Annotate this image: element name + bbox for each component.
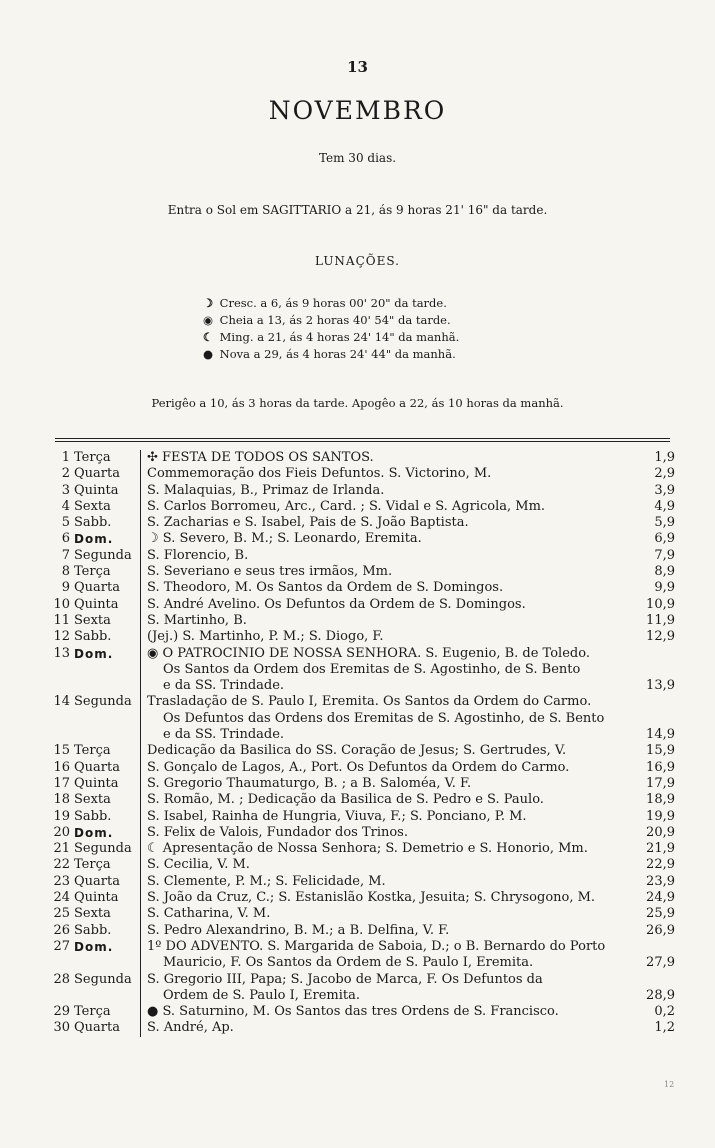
day-number: 17 xyxy=(53,775,70,791)
moon-phase-text: Ming. a 21, ás 4 horas 24' 14" da manhã. xyxy=(219,330,460,344)
calendar-row xyxy=(50,939,675,972)
moon-age-value: 10,9 xyxy=(646,596,675,612)
saints-line: S. Martinho, B. xyxy=(147,612,247,628)
moon-age-value: 22,9 xyxy=(646,857,675,873)
calendar-row xyxy=(50,972,675,1005)
moon-age-value: 4,9 xyxy=(654,498,675,514)
saints-text xyxy=(141,776,633,792)
calendar-row xyxy=(50,809,675,825)
weekday: Terça xyxy=(70,857,141,873)
weekday: Quarta xyxy=(70,760,141,776)
day-number: 15 xyxy=(53,743,70,759)
calendar-row xyxy=(50,825,675,841)
saints-line: S. Carlos Borromeu, Arc., Card. ; S. Vidal e S. Agricola, Mm. xyxy=(147,498,546,514)
moon-age-value: 9,9 xyxy=(654,580,675,596)
calendar-row xyxy=(50,874,675,890)
saints-text xyxy=(141,972,633,1005)
calendar-row xyxy=(50,646,675,695)
saints-text xyxy=(141,597,633,613)
day-number: 6 xyxy=(61,531,70,547)
saints-text xyxy=(141,515,633,531)
calendar-row xyxy=(50,580,675,596)
calendar-row xyxy=(50,564,675,580)
saints-line: S. Clemente, P. M.; S. Felicidade, M. xyxy=(147,873,386,889)
calendar-row xyxy=(50,499,675,515)
corner-mark: 12 xyxy=(664,1080,675,1089)
new-moon-icon: ● xyxy=(202,347,214,361)
day-number: 5 xyxy=(61,515,70,531)
moon-age-value: 26,9 xyxy=(646,922,675,938)
day-number: 10 xyxy=(53,596,70,612)
saints-text xyxy=(141,809,633,825)
moon-age-value: 1,2 xyxy=(654,1020,675,1036)
moon-age-value: 11,9 xyxy=(646,612,675,628)
saints-text xyxy=(141,857,633,873)
moon-age-value: 3,9 xyxy=(654,482,675,498)
moon-age-value: 0,2 xyxy=(654,1004,675,1020)
weekday: Segunda xyxy=(70,972,141,1005)
calendar-row xyxy=(50,694,675,743)
saints-line: ☽ S. Severo, B. M.; S. Leonardo, Eremita. xyxy=(147,531,422,547)
saints-text xyxy=(141,906,633,922)
weekday: Dom. xyxy=(70,939,141,972)
weekday: Segunda xyxy=(70,548,141,564)
day-number: 22 xyxy=(53,857,70,873)
calendar-row xyxy=(50,515,675,531)
calendar-row xyxy=(50,597,675,613)
saints-line: S. Severiano e seus tres irmãos, Mm. xyxy=(147,564,393,580)
moon-age-value: 14,9 xyxy=(646,727,675,743)
day-number: 20 xyxy=(53,824,70,840)
saints-line: ◉ O PATROCINIO DE NOSSA SENHORA. S. Eugenio, B. de Toledo. xyxy=(147,645,590,661)
weekday: Dom. xyxy=(70,825,141,841)
saints-text xyxy=(141,1004,633,1020)
saints-line: Os Santos da Ordem dos Eremitas de S. Agostinho, de S. Bento xyxy=(163,661,581,677)
saints-text xyxy=(141,483,633,499)
day-number: 2 xyxy=(61,466,70,482)
weekday: Dom. xyxy=(70,646,141,695)
saints-text xyxy=(141,466,633,482)
calendar-row xyxy=(50,841,675,857)
calendar-row xyxy=(50,613,675,629)
double-rule-divider xyxy=(55,438,670,439)
weekday: Sexta xyxy=(70,613,141,629)
moon-age-value: 8,9 xyxy=(654,564,675,580)
saints-line: e da SS. Trindade. xyxy=(163,727,285,743)
calendar-table xyxy=(50,450,675,1037)
moon-phase-text: Cresc. a 6, ás 9 horas 00' 20" da tarde. xyxy=(219,296,447,310)
day-number: 18 xyxy=(53,792,70,808)
saints-line: S. Gregorio Thaumaturgo, B. ; a B. Saloméa, V. F. xyxy=(147,775,472,791)
saints-line: Dedicação da Basilica do SS. Coração de Jesus; S. Gertrudes, V. xyxy=(147,743,567,759)
first-quarter-moon-icon: ☽ xyxy=(202,296,214,310)
weekday: Quinta xyxy=(70,890,141,906)
full-moon-icon: ◉ xyxy=(202,313,214,327)
saints-line: Mauricio, F. Os Santos da Ordem de S. Paulo I, Eremita. xyxy=(163,955,534,971)
moon-phase-text: Cheia a 13, ás 2 horas 40' 54" da tarde. xyxy=(219,313,451,327)
saints-line: S. André, Ap. xyxy=(147,1020,234,1036)
moon-age-value: 20,9 xyxy=(646,824,675,840)
weekday: Quarta xyxy=(70,1020,141,1036)
saints-text xyxy=(141,629,633,645)
saints-text xyxy=(141,548,633,564)
weekday: Sabb. xyxy=(70,923,141,939)
saints-line: Commemoração dos Fieis Defuntos. S. Victorino, M. xyxy=(147,466,492,482)
saints-text xyxy=(141,646,633,695)
saints-text xyxy=(141,1020,633,1036)
moon-phase-row xyxy=(200,346,459,363)
calendar-row xyxy=(50,450,675,466)
saints-text xyxy=(141,841,633,857)
moon-phase-row xyxy=(200,312,459,329)
weekday: Sabb. xyxy=(70,515,141,531)
saints-line: S. André Avelino. Os Defuntos da Ordem de S. Domingos. xyxy=(147,596,526,612)
saints-text xyxy=(141,580,633,596)
calendar-row xyxy=(50,760,675,776)
saints-line: S. Malaquias, B., Primaz de Irlanda. xyxy=(147,482,385,498)
moon-age-value: 23,9 xyxy=(646,873,675,889)
calendar-row xyxy=(50,483,675,499)
day-number: 11 xyxy=(53,612,70,628)
moon-age-value: 2,9 xyxy=(654,466,675,482)
weekday: Terça xyxy=(70,743,141,759)
day-number: 28 xyxy=(53,971,70,987)
moon-age-value: 12,9 xyxy=(646,629,675,645)
day-number: 30 xyxy=(53,1020,70,1036)
moon-age-value: 13,9 xyxy=(646,678,675,694)
weekday: Sexta xyxy=(70,906,141,922)
moon-age-value: 17,9 xyxy=(646,775,675,791)
calendar-row xyxy=(50,776,675,792)
saints-text xyxy=(141,694,633,743)
sun-entry-text: Entra o Sol em SAGITTARIO a 21, ás 9 horas 21' 16" da tarde. xyxy=(167,203,548,217)
calendar-row xyxy=(50,743,675,759)
weekday: Sexta xyxy=(70,792,141,808)
saints-line: Trasladação de S. Paulo I, Eremita. Os Santos da Ordem do Carmo. xyxy=(147,694,592,710)
weekday: Terça xyxy=(70,450,141,466)
saints-line: S. Catharina, V. M. xyxy=(147,906,271,922)
moon-age-value: 7,9 xyxy=(654,547,675,563)
moon-age-value: 5,9 xyxy=(654,515,675,531)
day-number: 7 xyxy=(61,547,70,563)
moon-age-value: 18,9 xyxy=(646,792,675,808)
saints-line: S. Romão, M. ; Dedicação da Basilica de S. Pedro e S. Paulo. xyxy=(147,792,544,808)
saints-line: S. João da Cruz, C.; S. Estanislão Kostka, Jesuita; S. Chrysogono, M. xyxy=(147,890,596,906)
saints-text xyxy=(141,890,633,906)
moon-age-value: 28,9 xyxy=(646,987,675,1003)
day-number: 24 xyxy=(53,890,70,906)
moon-phase-text: Nova a 29, ás 4 horas 24' 44" da manhã. xyxy=(219,347,456,361)
day-number: 3 xyxy=(61,482,70,498)
day-number: 12 xyxy=(53,629,70,645)
saints-line: S. Cecilia, V. M. xyxy=(147,857,250,873)
moon-age-value: 15,9 xyxy=(646,743,675,759)
saints-line: S. Florencio, B. xyxy=(147,547,249,563)
double-rule-divider xyxy=(55,441,670,442)
day-number: 16 xyxy=(53,759,70,775)
last-quarter-moon-icon: ☾ xyxy=(202,330,214,344)
moon-age-value: 19,9 xyxy=(646,808,675,824)
weekday: Quarta xyxy=(70,874,141,890)
saints-line: S. Gregorio III, Papa; S. Jacobo de Marca, F. Os Defuntos da xyxy=(147,971,543,987)
saints-line: ✣ FESTA DE TODOS OS SANTOS. xyxy=(147,450,374,465)
saints-text xyxy=(141,874,633,890)
saints-text xyxy=(141,743,633,759)
calendar-row xyxy=(50,792,675,808)
saints-line: S. Isabel, Rainha de Hungria, Viuva, F.; S. Ponciano, P. M. xyxy=(147,808,527,824)
saints-line: Os Defuntos das Ordens dos Eremitas de S. Agostinho, de S. Bento xyxy=(163,710,605,726)
saints-text xyxy=(141,825,633,841)
weekday: Terça xyxy=(70,1004,141,1020)
saints-line: S. Pedro Alexandrino, B. M.; a B. Delfina, V. F. xyxy=(147,922,450,938)
calendar-row xyxy=(50,857,675,873)
weekday: Quarta xyxy=(70,580,141,596)
saints-text xyxy=(141,939,633,972)
calendar-row xyxy=(50,466,675,482)
moon-phases-list xyxy=(200,295,459,363)
saints-text xyxy=(141,499,633,515)
weekday: Sabb. xyxy=(70,629,141,645)
saints-text xyxy=(141,613,633,629)
saints-line: ● S. Saturnino, M. Os Santos das tres Ordens de S. Francisco. xyxy=(147,1004,559,1020)
calendar-row xyxy=(50,923,675,939)
weekday: Dom. xyxy=(70,531,141,547)
calendar-row xyxy=(50,906,675,922)
saints-line: e da SS. Trindade. xyxy=(163,678,285,694)
calendar-row xyxy=(50,890,675,906)
day-number: 8 xyxy=(61,564,70,580)
weekday: Sexta xyxy=(70,499,141,515)
day-number: 19 xyxy=(53,808,70,824)
saints-text xyxy=(141,760,633,776)
perigee-apogee-text: Perigêo a 10, ás 3 horas da tarde. Apogêo a 22, ás 10 horas da manhã. xyxy=(151,396,564,410)
month-title: NOVEMBRO xyxy=(268,96,447,125)
moon-phase-row xyxy=(200,295,459,312)
calendar-row xyxy=(50,629,675,645)
saints-line: 1º DO ADVENTO. S. Margarida de Saboia, D.; o B. Bernardo do Porto xyxy=(147,938,606,954)
saints-line: Ordem de S. Paulo I, Eremita. xyxy=(163,987,360,1003)
saints-text xyxy=(141,792,633,808)
day-number: 25 xyxy=(53,906,70,922)
weekday: Segunda xyxy=(70,841,141,857)
moon-age-value: 21,9 xyxy=(646,841,675,857)
day-number: 21 xyxy=(53,841,70,857)
lunations-title: LUNAÇÕES. xyxy=(315,254,400,268)
weekday: Quinta xyxy=(70,776,141,792)
day-number: 27 xyxy=(53,938,70,954)
moon-age-value: 16,9 xyxy=(646,759,675,775)
moon-age-value: 25,9 xyxy=(646,906,675,922)
weekday: Quarta xyxy=(70,466,141,482)
day-number: 14 xyxy=(53,694,70,710)
day-number: 13 xyxy=(53,645,70,661)
saints-line: S. Felix de Valois, Fundador dos Trinos. xyxy=(147,824,408,840)
weekday: Sabb. xyxy=(70,809,141,825)
moon-age-value: 27,9 xyxy=(646,955,675,971)
page-number: 13 xyxy=(347,58,368,76)
weekday: Segunda xyxy=(70,694,141,743)
calendar-row xyxy=(50,1020,675,1036)
saints-line: S. Zacharias e S. Isabel, Pais de S. João Baptista. xyxy=(147,515,469,531)
day-number: 4 xyxy=(61,498,70,514)
day-number: 26 xyxy=(53,922,70,938)
saints-line: ☾ Apresentação de Nossa Senhora; S. Demetrio e S. Honorio, Mm. xyxy=(147,841,588,857)
day-number: 23 xyxy=(53,873,70,889)
saints-line: S. Gonçalo de Lagos, A., Port. Os Defuntos da Ordem do Carmo. xyxy=(147,759,570,775)
day-number: 9 xyxy=(61,580,70,596)
moon-age-value: 6,9 xyxy=(654,531,675,547)
saints-text xyxy=(141,923,633,939)
weekday: Terça xyxy=(70,564,141,580)
day-number: 1 xyxy=(61,450,70,465)
days-count: Tem 30 dias. xyxy=(318,151,397,165)
weekday: Quinta xyxy=(70,483,141,499)
saints-line: (Jej.) S. Martinho, P. M.; S. Diogo, F. xyxy=(147,629,384,645)
moon-phase-row xyxy=(200,329,459,346)
day-number: 29 xyxy=(53,1004,70,1020)
moon-age-value: 1,9 xyxy=(654,450,675,465)
moon-age-value: 24,9 xyxy=(646,890,675,906)
saints-text xyxy=(141,564,633,580)
weekday: Quinta xyxy=(70,597,141,613)
saints-line: S. Theodoro, M. Os Santos da Ordem de S. Domingos. xyxy=(147,580,504,596)
saints-text xyxy=(141,450,633,466)
calendar-row xyxy=(50,531,675,547)
calendar-row xyxy=(50,1004,675,1020)
saints-text xyxy=(141,531,633,547)
calendar-row xyxy=(50,548,675,564)
